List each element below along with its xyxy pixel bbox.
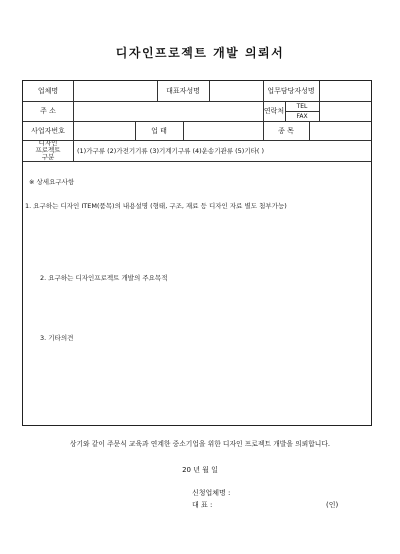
tel-label: TEL <box>296 102 308 110</box>
fax-field[interactable] <box>319 111 371 121</box>
ceo-name-label: 대표자성명 <box>166 87 200 95</box>
company-name-label: 업체명 <box>37 87 59 95</box>
address-field[interactable] <box>73 101 263 121</box>
details-header: ※ 상세요구사항 <box>29 178 75 186</box>
business-item-field[interactable] <box>309 121 371 140</box>
business-number-label: 사업자번호 <box>31 126 65 135</box>
contact-label: 연락처 <box>263 107 285 115</box>
business-type-label: 업 태 <box>151 126 167 135</box>
applicant-name-label: 신청업체명 : <box>192 489 231 497</box>
project-category-label <box>23 140 73 161</box>
project-category-label-line: 구분 <box>41 153 55 161</box>
date-line: 20 년 월 일 <box>182 466 218 474</box>
representative-label: 대 표 : <box>192 501 213 509</box>
details-item-1: 1. 요구하는 디자인 ITEM(품목)의 내용설명 (형태, 구조, 재료 등 디자인 자료 별도 첨부가능) <box>25 202 287 210</box>
tel-field[interactable] <box>319 101 371 111</box>
document-title: 디자인프로젝트 개발 의뢰서 <box>115 46 285 60</box>
request-statement: 상기와 같이 주문식 교육과 연계한 중소기업을 위한 디자인 프로젝트 개발을 의뢰합니다. <box>69 440 331 448</box>
project-category-label-line: 디자인 <box>38 140 58 147</box>
request-form-table <box>22 80 372 426</box>
project-category-label-line: 프로젝트 <box>35 146 61 154</box>
project-category-options[interactable]: (1)가구류 (2)가전기기류 (3)기계기구류 (4)운송기관류 (5)기타( ) <box>77 147 265 155</box>
address-label: 주 소 <box>40 107 56 115</box>
row-divider <box>23 161 371 162</box>
fax-label: FAX <box>296 112 308 120</box>
business-item-label: 종 목 <box>278 126 294 135</box>
manager-name-field[interactable] <box>319 81 371 101</box>
business-type-field[interactable] <box>183 121 263 140</box>
manager-name-label: 업무담당자성명 <box>267 87 315 95</box>
details-item-2: 2. 요구하는 디자인프로젝트 개발의 주요목적 <box>40 274 168 282</box>
company-name-field[interactable] <box>73 81 157 101</box>
ceo-name-field[interactable] <box>209 81 263 101</box>
details-item-3: 3. 기타의견 <box>40 334 74 342</box>
business-number-field[interactable] <box>73 121 135 140</box>
seal-mark: (인) <box>326 501 339 509</box>
